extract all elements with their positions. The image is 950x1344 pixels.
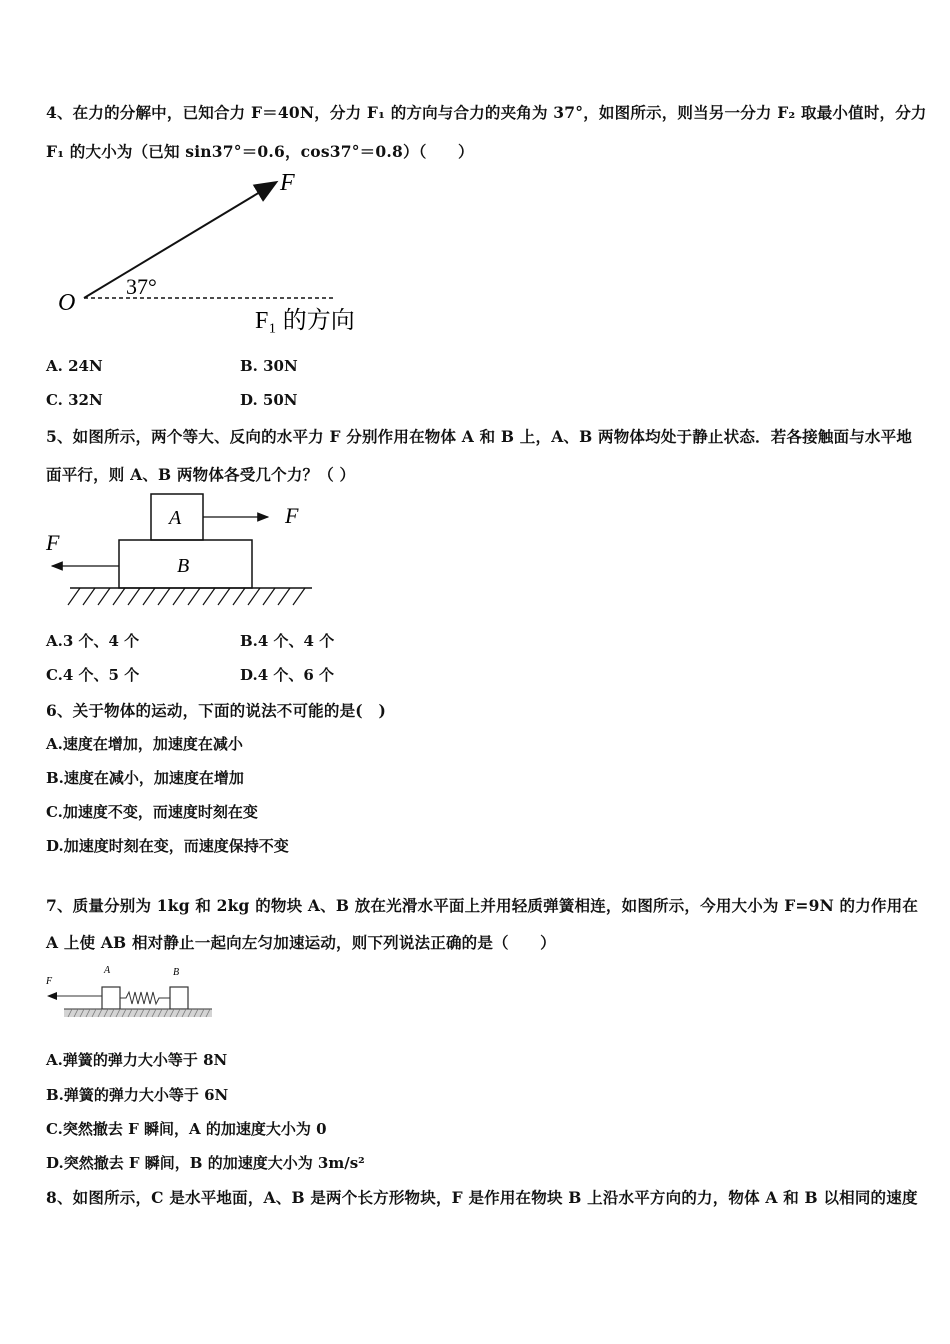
- q7-label-a: A: [104, 965, 111, 976]
- q4-label-f1-direction: F₁ 的方向: [255, 308, 355, 334]
- q7-text-line1: 7、质量分别为 1kg 和 2kg 的物块 A、B 放在光滑水平面上并用轻质弹簧相连，如图所示，今用大小为 F=9N 的力作用在: [46, 896, 919, 915]
- q6-option-d: D.加速度时刻在变，而速度保持不变: [46, 837, 289, 855]
- q4-label-o: O: [58, 290, 76, 316]
- q4-option-d: D. 50N: [240, 391, 298, 409]
- q4-option-a: A. 24N: [46, 357, 103, 375]
- q5-ground-hatching: [68, 588, 305, 605]
- q5-option-d: D.4 个、6 个: [240, 666, 335, 684]
- q6-option-a: A.速度在增加，加速度在减小: [46, 735, 243, 753]
- q4-label-angle: 37°: [126, 274, 157, 299]
- q5-label-b: B: [177, 555, 190, 577]
- q7-spring: [120, 992, 170, 1004]
- q7-option-d: D.突然撤去 F 瞬间，B 的加速度大小为 3m/s²: [46, 1154, 365, 1172]
- q5-label-a: A: [169, 507, 182, 529]
- q8-text-line1: 8、如图所示，C 是水平地面，A、B 是两个长方形物块，F 是作用在物块 B 上沿水平方向的力，物体 A 和 B 以相同的速度: [46, 1188, 918, 1207]
- q6-option-b: B.速度在减小，加速度在增加: [46, 769, 244, 787]
- q7-text-line2: A 上使 AB 相对静止一起向左匀加速运动，则下列说法正确的是（ ）: [46, 933, 556, 952]
- q7-block-b: [170, 987, 188, 1009]
- q6-text-line1: 6、关于物体的运动，下面的说法不可能的是( ): [46, 701, 387, 720]
- q5-text-line1: 5、如图所示，两个等大、反向的水平力 F 分别作用在物体 A 和 B 上，A、B 两物体均处于静止状态．若各接触面与水平地: [46, 427, 913, 446]
- q4-force-diagram: [50, 168, 380, 338]
- q7-option-a: A.弹簧的弹力大小等于 8N: [46, 1051, 228, 1069]
- q4-option-b: B. 30N: [240, 357, 298, 375]
- q7-option-c: C.突然撤去 F 瞬间，A 的加速度大小为 0: [46, 1120, 327, 1138]
- q7-block-a: [102, 987, 120, 1009]
- q7-label-f: F: [46, 976, 53, 987]
- q7-option-b: B.弹簧的弹力大小等于 6N: [46, 1086, 229, 1104]
- q4-text-line2: F₁ 的大小为（已知 sin37°＝0.6，cos37°＝0.8）（ ）: [46, 142, 474, 161]
- q4-text-line1: 4、在力的分解中，已知合力 F＝40N，分力 F₁ 的方向与合力的夹角为 37°，如图所示，则当另一分力 F₂ 取最小值时，分力: [46, 103, 927, 122]
- q5-option-c: C.4 个、5 个: [46, 666, 140, 684]
- q4-resultant-force-arrow: [84, 183, 275, 298]
- q7-label-b: B: [173, 967, 180, 978]
- q5-text-line2: 面平行，则 A、B 两物体各受几个力？（ ）: [46, 465, 356, 484]
- q5-option-a: A.3 个、4 个: [46, 632, 140, 650]
- q5-option-b: B.4 个、4 个: [240, 632, 335, 650]
- q4-option-c: C. 32N: [46, 391, 103, 409]
- q7-spring-diagram: [44, 960, 216, 1022]
- q5-blocks-diagram: [40, 488, 320, 613]
- q5-label-f-right: F: [285, 503, 299, 528]
- q4-label-f: F: [280, 170, 295, 196]
- q6-option-c: C.加速度不变，而速度时刻在变: [46, 803, 258, 821]
- q5-label-f-left: F: [46, 530, 60, 555]
